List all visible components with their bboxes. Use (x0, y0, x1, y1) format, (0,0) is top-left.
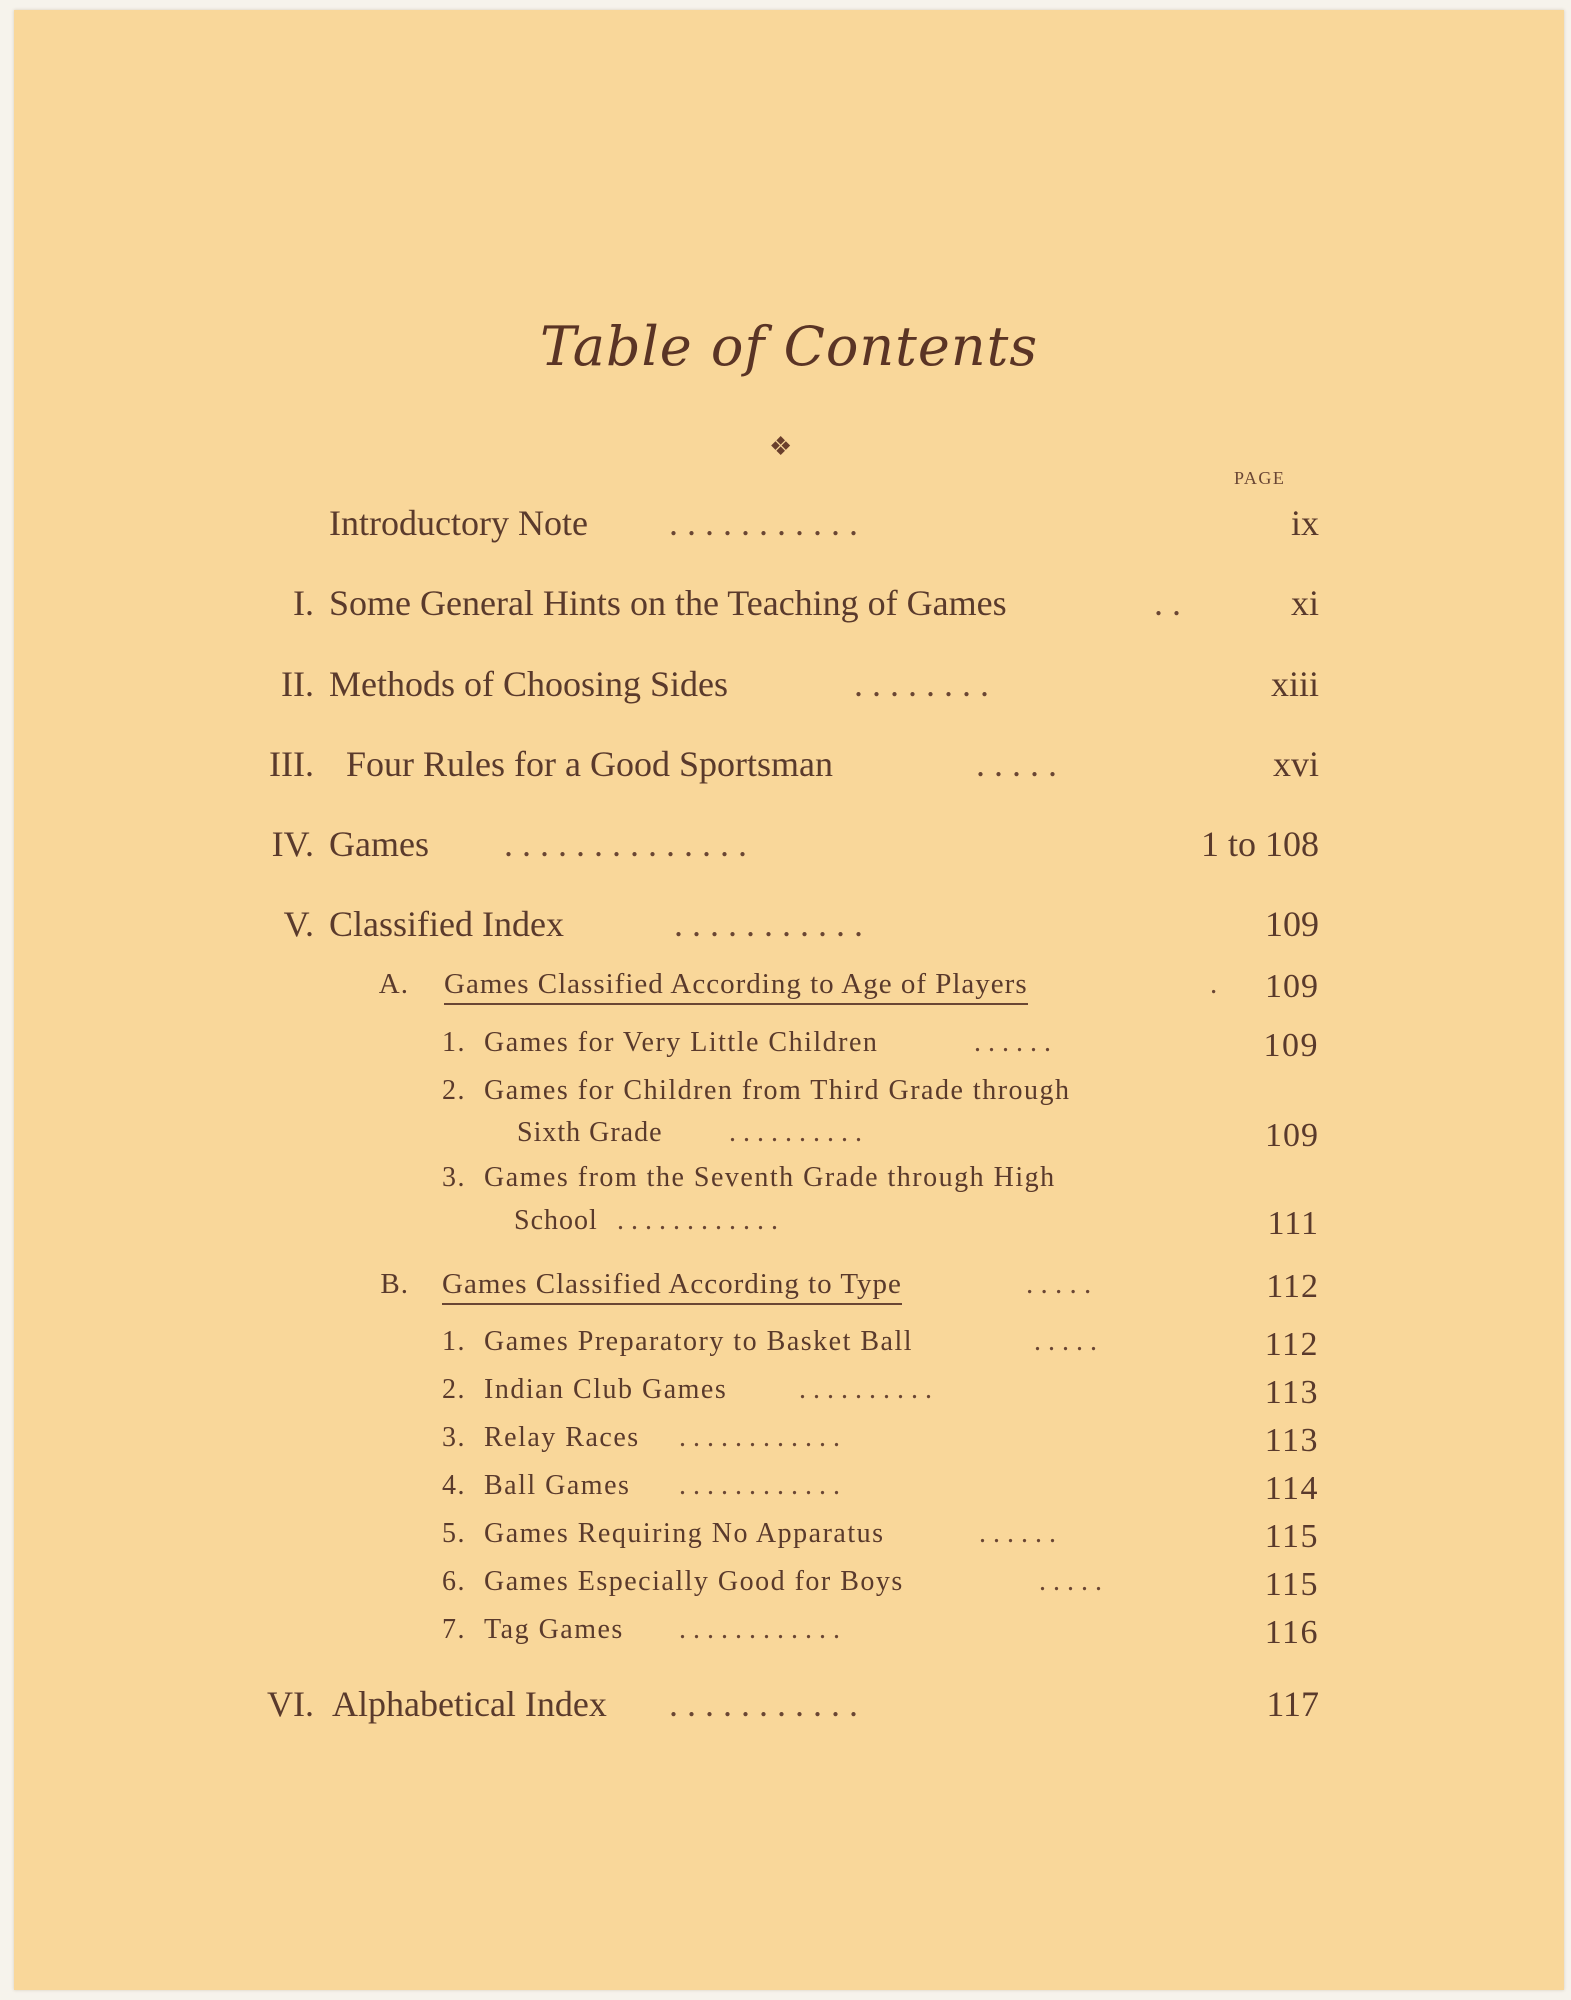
item-page: 116 (1264, 1614, 1319, 1651)
entry-label: Introductory Note (329, 503, 588, 543)
item-label: Relay Races (484, 1422, 640, 1453)
dot-leader: . . . . . (1034, 1326, 1097, 1357)
item-label: Games for Children from Third Grade through (484, 1075, 1071, 1106)
section-letter: A. (378, 968, 409, 1000)
toc-item-a2-continued[interactable] (14, 1117, 1564, 1153)
toc-entry-choosing-sides[interactable] (14, 663, 1564, 707)
dot-leader: . . . . . . . . . . . . (617, 1205, 778, 1236)
entry-label: Classified Index (329, 904, 564, 944)
toc-section-a[interactable] (14, 968, 1564, 1004)
toc-entry-alphabetical-index[interactable] (14, 1683, 1564, 1727)
item-page: 111 (1267, 1205, 1319, 1242)
toc-item-b7[interactable] (14, 1614, 1564, 1650)
toc-item-a3[interactable] (14, 1162, 1564, 1198)
dot-leader: . . . . . . . . . . (729, 1117, 862, 1148)
item-page: 113 (1264, 1374, 1319, 1411)
item-label: Games from the Seventh Grade through High (484, 1162, 1056, 1193)
item-number: 6. (442, 1566, 466, 1597)
toc-entry-four-rules[interactable] (14, 743, 1564, 787)
dot-leader: . . . . . . . . . . . . (679, 1470, 840, 1501)
ornament-icon: ❖ (769, 432, 793, 461)
dot-leader: . . . . . (1039, 1566, 1102, 1597)
dot-leader: . . . . . (976, 744, 1057, 784)
item-label: Ball Games (484, 1470, 631, 1501)
item-label: Games Especially Good for Boys (484, 1566, 904, 1597)
toc-item-a1[interactable] (14, 1027, 1564, 1063)
page-title: Table of Contents (539, 315, 1039, 378)
item-page: 115 (1264, 1566, 1319, 1603)
page-column-label: PAGE (1234, 468, 1286, 488)
entry-number: II. (281, 664, 314, 704)
entry-page: xvi (1272, 744, 1319, 784)
item-page: 109 (1263, 1027, 1319, 1064)
toc-item-b6[interactable] (14, 1566, 1564, 1602)
dot-leader: . . . . . . . . . . . (669, 503, 858, 543)
toc-item-b4[interactable] (14, 1470, 1564, 1506)
entry-label: Games (329, 824, 429, 864)
item-number: 3. (442, 1162, 466, 1193)
item-page: 113 (1264, 1422, 1319, 1459)
item-number: 3. (442, 1422, 466, 1453)
section-label: Games Classified According to Age of Players (444, 968, 1028, 1005)
item-number: 5. (442, 1518, 466, 1549)
dot-leader: . . (1154, 583, 1181, 623)
toc-item-a3-continued[interactable] (14, 1205, 1564, 1241)
section-letter: B. (380, 1268, 409, 1300)
document-page (14, 10, 1564, 1990)
entry-page: xi (1290, 583, 1319, 623)
entry-number: I. (293, 583, 314, 623)
item-page: 109 (1265, 1117, 1319, 1154)
dot-leader: . (1210, 968, 1218, 1000)
toc-item-b1[interactable] (14, 1326, 1564, 1362)
item-label: Games Preparatory to Basket Ball (484, 1326, 914, 1357)
dot-leader: . . . . . (1026, 1268, 1092, 1300)
entry-label: Some General Hints on the Teaching of Games (329, 583, 1007, 623)
item-label-continued: Sixth Grade (517, 1117, 663, 1148)
dot-leader: . . . . . . (974, 1027, 1051, 1058)
entry-number: VI. (267, 1684, 314, 1724)
item-label: Indian Club Games (484, 1374, 728, 1405)
item-number: 1. (442, 1326, 466, 1357)
table-of-contents (14, 10, 1564, 1990)
section-page: 109 (1265, 968, 1319, 1005)
item-label: Tag Games (484, 1614, 624, 1645)
entry-number: III. (269, 744, 314, 784)
toc-item-a2[interactable] (14, 1075, 1564, 1111)
item-page: 112 (1264, 1326, 1319, 1363)
item-number: 1. (442, 1027, 466, 1058)
dot-leader: . . . . . . (979, 1518, 1056, 1549)
dot-leader: . . . . . . . . . . . . . . (504, 824, 747, 864)
section-label: Games Classified According to Type (442, 1268, 902, 1305)
item-page: 114 (1264, 1470, 1319, 1507)
item-number: 2. (442, 1374, 466, 1405)
toc-entry-general-hints[interactable] (14, 582, 1564, 626)
dot-leader: . . . . . . . . . . . . (679, 1422, 840, 1453)
toc-item-b5[interactable] (14, 1518, 1564, 1554)
entry-page: 117 (1266, 1684, 1319, 1724)
item-page: 115 (1264, 1518, 1319, 1555)
item-label: Games for Very Little Children (484, 1027, 879, 1058)
toc-item-b3[interactable] (14, 1422, 1564, 1458)
entry-page: xiii (1270, 664, 1319, 704)
item-number: 7. (442, 1614, 466, 1645)
section-page: 112 (1266, 1268, 1319, 1305)
item-label-continued: School (514, 1205, 598, 1236)
entry-page: ix (1290, 503, 1319, 543)
dot-leader: . . . . . . . . . . . (669, 1684, 858, 1724)
item-number: 4. (442, 1470, 466, 1501)
toc-entry-classified-index[interactable] (14, 903, 1564, 947)
entry-label: Four Rules for a Good Sportsman (346, 744, 833, 784)
toc-entry-games[interactable] (14, 823, 1564, 867)
entry-label: Methods of Choosing Sides (329, 664, 729, 704)
entry-number: IV. (271, 824, 314, 864)
entry-number: V. (283, 904, 314, 944)
dot-leader: . . . . . . . . . . (799, 1374, 932, 1405)
dot-leader: . . . . . . . . (854, 664, 989, 704)
dot-leader: . . . . . . . . . . . (674, 904, 863, 944)
toc-item-b2[interactable] (14, 1374, 1564, 1410)
dot-leader: . . . . . . . . . . . . (679, 1614, 840, 1645)
entry-page: 1 to 108 (1200, 824, 1319, 864)
entry-label: Alphabetical Index (332, 1684, 607, 1724)
toc-entry-introductory-note[interactable] (14, 502, 1564, 546)
entry-page: 109 (1265, 904, 1319, 944)
item-label: Games Requiring No Apparatus (484, 1518, 885, 1549)
toc-section-b[interactable] (14, 1268, 1564, 1304)
item-number: 2. (442, 1075, 466, 1106)
